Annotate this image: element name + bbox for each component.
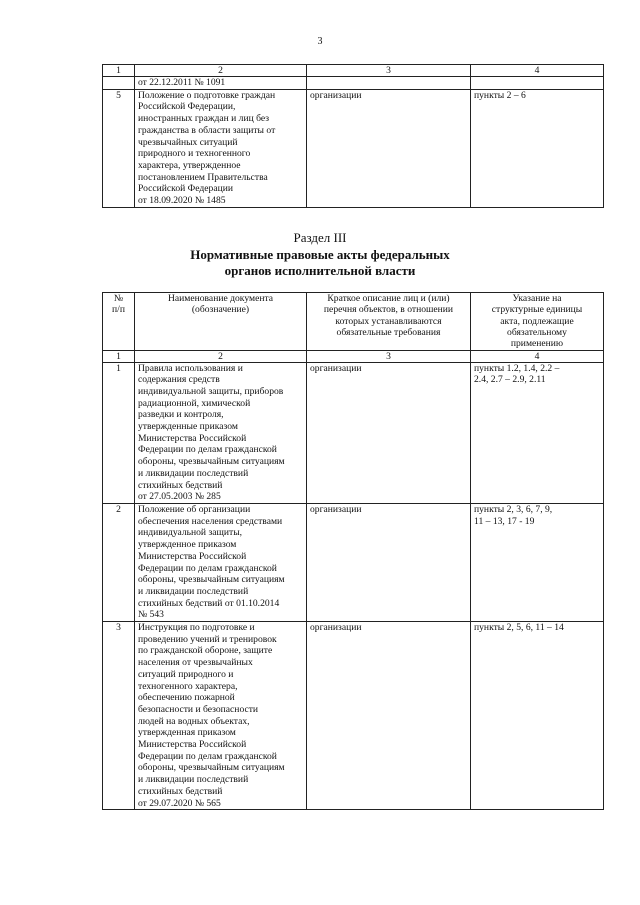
- document-name: Положение о подготовке граждан Российской Федерации, иностранных граждан и лиц без гражданства в области защиты от чрезвычайных ситуаций природного и техногенного характера, утвержденное постановлением Правительства Российской Федерации от 18.09.2020 № 1485: [135, 89, 307, 207]
- applicable-points: пункты 2, 5, 6, 11 – 14: [471, 622, 604, 810]
- subjects-description: организации: [307, 504, 471, 622]
- column-number-row: [103, 65, 604, 77]
- applicable-points: пункты 2, 3, 6, 7, 9, 11 – 13, 17 - 19: [471, 504, 604, 622]
- table-row: [103, 504, 604, 622]
- table-header-row: [103, 293, 604, 351]
- column-number: 2: [135, 350, 307, 362]
- document-name: Правила использования и содержания средств индивидуальной защиты, приборов радиационной, химической разведки и контроля, утвержденные приказом Министерства Российской Федерации по делам гражданской обороны, чрезвычайным ситуациям и ликвидации последствий стихийных бедствий от 27.05.2003 № 285: [135, 362, 307, 503]
- subjects-description: [307, 77, 471, 90]
- column-number-row: [103, 350, 604, 362]
- row-number: [103, 77, 135, 90]
- document-name: Положение об организации обеспечения населения средствами индивидуальной защиты, утвержденное приказом Министерства Российской Федерации по делам гражданской обороны, чрезвычайным ситуациям и ликвидации последствий стихийных бедствий от 01.10.2014 № 543: [135, 504, 307, 622]
- applicable-points: [471, 77, 604, 90]
- column-number: 4: [471, 350, 604, 362]
- column-number: 1: [103, 65, 135, 77]
- table-row: [103, 362, 604, 503]
- table-row: [103, 89, 604, 207]
- table-row: [103, 77, 604, 90]
- row-number: 3: [103, 622, 135, 810]
- header-document: Наименование документа (обозначение): [135, 293, 307, 351]
- section-title: [0, 247, 640, 280]
- subjects-description: организации: [307, 622, 471, 810]
- column-number: 1: [103, 350, 135, 362]
- applicable-points: пункты 1.2, 1.4, 2.2 – 2.4, 2.7 – 2.9, 2.11: [471, 362, 604, 503]
- row-number: 2: [103, 504, 135, 622]
- applicable-points: пункты 2 – 6: [471, 89, 604, 207]
- subjects-description: организации: [307, 362, 471, 503]
- page-number: 3: [317, 36, 323, 47]
- continuation-table: [102, 64, 604, 208]
- row-number: 5: [103, 89, 135, 207]
- document-name: от 22.12.2011 № 1091: [135, 77, 307, 90]
- section-title-line: органов исполнительной власти: [224, 263, 416, 279]
- header-points: Указание на структурные единицы акта, подлежащие обязательному применению: [471, 293, 604, 351]
- subjects-description: организации: [307, 89, 471, 207]
- section-title-line: Нормативные правовые акты федеральных: [190, 247, 450, 262]
- section-label: Раздел III: [293, 230, 347, 245]
- column-number: 2: [135, 65, 307, 77]
- column-number: 3: [307, 350, 471, 362]
- header-number: № п/п: [103, 293, 135, 351]
- column-number: 4: [471, 65, 604, 77]
- row-number: 1: [103, 362, 135, 503]
- table-row: [103, 622, 604, 810]
- regulatory-acts-table: [102, 292, 604, 810]
- document-name: Инструкция по подготовке и проведению учений и тренировок по гражданской обороне, защите населения от чрезвычайных ситуаций природного и техногенного характера, обеспечению пожарной безопасности и безопасности людей на водных объектах, утвержденная приказом Министерства Российской Федерации по делам гражданской обороны, чрезвычайным ситуациям и ликвидации последствий стихийных бедствий от 29.07.2020 № 565: [135, 622, 307, 810]
- header-subjects: Краткое описание лиц и (или) перечня объектов, в отношении которых устанавливаются обязательные требования: [307, 293, 471, 351]
- column-number: 3: [307, 65, 471, 77]
